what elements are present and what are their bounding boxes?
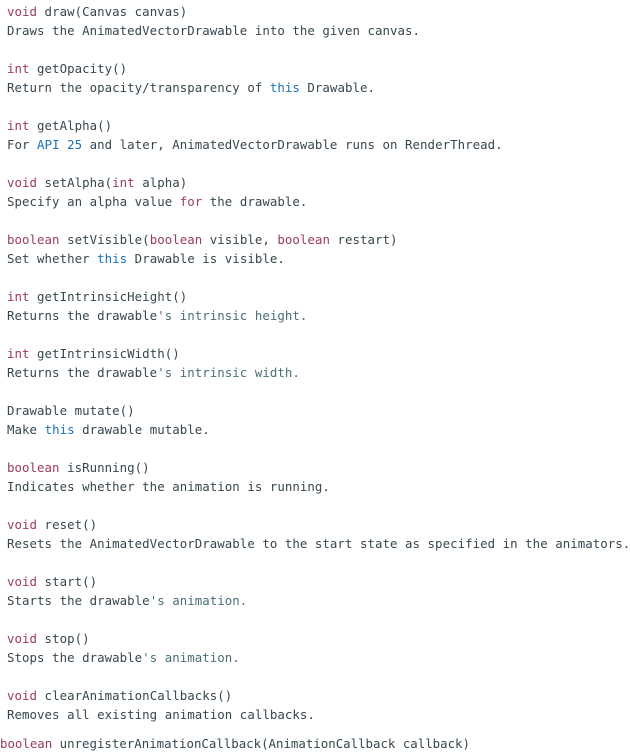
method-description	[7, 534, 630, 553]
method-list	[7, 0, 629, 741]
signature-token: getIntrinsicWidth()	[29, 346, 180, 361]
method-signature	[7, 629, 90, 648]
signature-token: void	[7, 688, 38, 703]
signature-token: int	[7, 61, 30, 76]
method-signature	[7, 515, 97, 534]
description-token: 's animation.	[149, 593, 248, 608]
signature-token: boolean	[0, 736, 53, 751]
description-token: Drawable is visible.	[127, 251, 285, 266]
signature-token: alpha)	[134, 175, 188, 190]
description-token: this	[269, 80, 300, 95]
signature-token: boolean	[7, 460, 60, 475]
cut-off-method-signature	[0, 736, 622, 751]
description-token: API 25	[37, 137, 83, 152]
description-token: drawable mutable.	[74, 422, 210, 437]
signature-token: isRunning()	[59, 460, 150, 475]
method-description	[7, 78, 375, 97]
signature-token: int	[7, 289, 30, 304]
signature-token: getAlpha()	[29, 118, 113, 133]
signature-token: boolean	[7, 232, 60, 247]
description-token: Set whether	[7, 251, 98, 266]
method-entry-isrunning	[7, 456, 629, 513]
signature-token: int	[7, 118, 30, 133]
description-token: Drawable.	[299, 80, 375, 95]
signature-token: boolean	[149, 232, 203, 247]
signature-token: start()	[37, 574, 98, 589]
method-entry-getintrinsicwidth	[7, 342, 629, 399]
signature-token: restart)	[329, 232, 398, 247]
description-token: Return the opacity/transparency of	[7, 80, 270, 95]
signature-token: reset()	[37, 517, 98, 532]
signature-token: void	[7, 517, 38, 532]
description-token: this	[44, 422, 75, 437]
method-description	[7, 192, 307, 211]
method-signature	[7, 230, 398, 249]
description-token: Resets the AnimatedVectorDrawable to the start state as specified in the animators.	[7, 536, 630, 551]
description-token: Returns the drawable	[7, 308, 158, 323]
cut-off-method-text	[0, 734, 470, 753]
signature-token: void	[7, 574, 38, 589]
method-description	[7, 420, 210, 439]
description-token: For	[7, 137, 38, 152]
description-token: this	[97, 251, 128, 266]
method-signature	[7, 287, 187, 306]
method-entry-getintrinsicheight	[7, 285, 629, 342]
signature-token: void	[7, 4, 38, 19]
method-entry-getalpha	[7, 114, 629, 171]
signature-token: Drawable mutate()	[7, 403, 135, 418]
description-token: and later, AnimatedVectorDrawable runs on RenderThread.	[82, 137, 503, 152]
method-description	[7, 705, 315, 724]
description-token: Draws the AnimatedVectorDrawable into the given canvas.	[7, 23, 421, 38]
description-token: 's intrinsic width.	[157, 365, 300, 380]
method-signature	[7, 173, 187, 192]
description-token: Returns the drawable	[7, 365, 158, 380]
signature-token: void	[7, 175, 38, 190]
description-token: Removes all existing animation callbacks.	[7, 707, 315, 722]
method-entry-mutate	[7, 399, 629, 456]
method-description	[7, 249, 285, 268]
description-token: Specify an alpha value	[7, 194, 180, 209]
description-token: for	[179, 194, 203, 209]
signature-token: unregisterAnimationCallback(AnimationCallback callback)	[52, 736, 470, 751]
description-token: Indicates whether the animation is running.	[7, 479, 330, 494]
signature-token: int	[112, 175, 135, 190]
signature-token: getOpacity()	[29, 61, 128, 76]
method-description	[7, 21, 420, 40]
signature-token: setAlpha(	[37, 175, 113, 190]
method-description	[7, 477, 330, 496]
method-entry-setalpha	[7, 171, 629, 228]
method-entry-start	[7, 570, 629, 627]
method-description	[7, 591, 247, 610]
signature-token: boolean	[277, 232, 330, 247]
signature-token: clearAnimationCallbacks()	[37, 688, 233, 703]
description-token: Make	[7, 422, 45, 437]
method-description	[7, 363, 300, 382]
method-entry-reset	[7, 513, 629, 570]
method-signature	[7, 116, 112, 135]
signature-token: getIntrinsicHeight()	[29, 289, 188, 304]
method-signature	[7, 458, 150, 477]
method-signature	[7, 344, 180, 363]
method-signature	[7, 2, 187, 21]
signature-token: void	[7, 631, 38, 646]
method-description	[7, 306, 307, 325]
method-description	[7, 648, 240, 667]
method-entry-getopacity	[7, 57, 629, 114]
method-entry-stop	[7, 627, 629, 684]
description-token: Stops the drawable	[7, 650, 143, 665]
description-token: 's animation.	[142, 650, 240, 665]
description-token: 's intrinsic height.	[157, 308, 308, 323]
signature-token: stop()	[37, 631, 90, 646]
method-entry-draw	[7, 0, 629, 57]
method-signature	[7, 686, 232, 705]
signature-token: visible,	[202, 232, 278, 247]
signature-token: draw(Canvas canvas)	[37, 4, 188, 19]
description-token: Starts the drawable	[7, 593, 150, 608]
method-signature	[7, 59, 127, 78]
method-entry-setvisible	[7, 228, 629, 285]
method-entry-clearanimationcallbacks	[7, 684, 629, 741]
description-token: the drawable.	[202, 194, 308, 209]
method-signature	[7, 401, 135, 420]
signature-token: int	[7, 346, 30, 361]
signature-token: setVisible(	[59, 232, 150, 247]
method-description	[7, 135, 503, 154]
method-signature	[7, 572, 97, 591]
